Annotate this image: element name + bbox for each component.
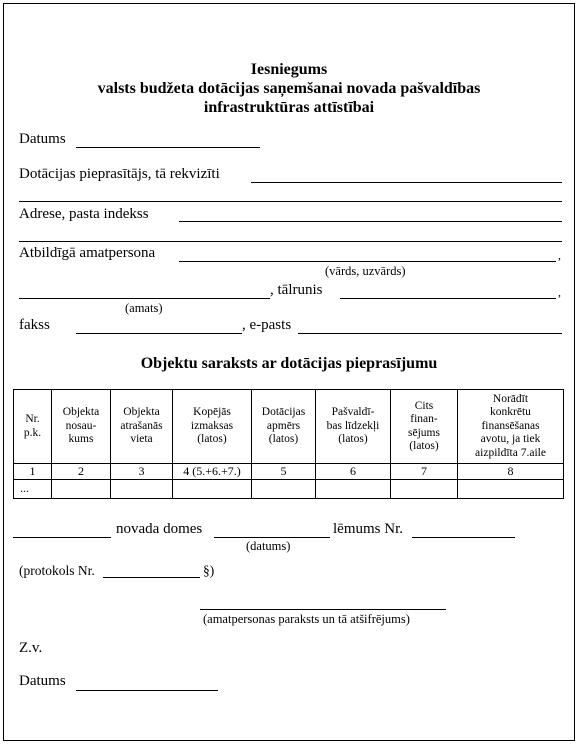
header-total-costs: Kopējās izmaksas (latos) <box>173 390 252 464</box>
signature-caption: (amatpersonas paraksts un tā atšifrējums) <box>203 612 410 626</box>
header-funding-source: Norādīt konkrētu finansēšanas avotu, ja tiek aizpildīta 7.aile <box>458 390 564 464</box>
header-grant-amount: Dotācijas apmērs (latos) <box>252 390 316 464</box>
decision-date-field[interactable] <box>214 537 330 538</box>
table-cell[interactable] <box>391 480 458 499</box>
decision-number-field[interactable] <box>412 537 515 538</box>
official-comma: , <box>558 248 561 262</box>
final-date-label: Datums <box>19 673 66 689</box>
column-number: 5 <box>252 464 316 480</box>
document-title-line1: Iesniegums <box>250 61 328 78</box>
stamp-label: Z.v. <box>19 640 43 656</box>
protocol-suffix: §) <box>203 563 215 578</box>
table-cell[interactable] <box>316 480 391 499</box>
applicant-label: Dotācijas pieprasītājs, tā rekvizīti <box>19 166 220 182</box>
applicant-field-line2[interactable] <box>19 201 562 202</box>
municipality-field[interactable] <box>13 537 111 538</box>
decision-number-label: lēmums Nr. <box>333 521 403 537</box>
document-title-line2: valsts budžeta dotācijas saņemšanai novada pašvaldības <box>97 80 481 97</box>
protocol-prefix: (protokols Nr. <box>19 563 95 578</box>
table-header-row <box>14 390 564 464</box>
table-title: Objektu saraksts ar dotācijas pieprasījumu <box>140 355 438 372</box>
table-cell[interactable] <box>458 480 564 499</box>
protocol-number-field[interactable] <box>103 577 200 578</box>
phone-comma: , <box>558 285 561 299</box>
address-field-line2[interactable] <box>19 241 562 242</box>
header-nr: Nr. p.k. <box>14 390 52 464</box>
phone-label: , tālrunis <box>270 282 323 298</box>
table-column-numbers-row <box>14 464 564 480</box>
table-cell-continuation[interactable]: ... <box>14 480 52 499</box>
signature-field[interactable] <box>200 609 446 610</box>
document-title-line3: infrastruktūras attīstībai <box>203 99 375 116</box>
date-caption: (datums) <box>246 539 291 553</box>
email-label: , e-pasts <box>242 317 292 333</box>
column-number: 8 <box>458 464 564 480</box>
column-number: 7 <box>391 464 458 480</box>
address-field[interactable] <box>179 221 562 222</box>
column-number: 4 (5.+6.+7.) <box>173 464 252 480</box>
position-field[interactable] <box>19 298 270 299</box>
column-number: 6 <box>316 464 391 480</box>
date-field[interactable] <box>76 147 260 148</box>
applicant-field[interactable] <box>251 182 562 183</box>
name-caption: (vārds, uzvārds) <box>325 264 406 278</box>
email-field[interactable] <box>298 333 562 334</box>
column-number: 1 <box>14 464 52 480</box>
table-cell[interactable] <box>52 480 111 499</box>
fax-field[interactable] <box>76 333 242 334</box>
header-object-location: Objekta atrašanās vieta <box>111 390 173 464</box>
council-text: novada domes <box>116 521 203 537</box>
header-municipal-funds: Pašvaldī- bas līdzekļi (latos) <box>316 390 391 464</box>
date-label: Datums <box>19 131 66 147</box>
phone-field[interactable] <box>340 298 556 299</box>
header-object-name: Objekta nosau- kums <box>52 390 111 464</box>
table-row <box>14 480 564 499</box>
table-cell[interactable] <box>111 480 173 499</box>
column-number: 2 <box>52 464 111 480</box>
objects-table <box>13 389 564 499</box>
table-cell[interactable] <box>173 480 252 499</box>
position-caption: (amats) <box>125 301 163 315</box>
address-label: Adrese, pasta indekss <box>19 206 149 222</box>
column-number: 3 <box>111 464 173 480</box>
final-date-field[interactable] <box>76 690 218 691</box>
official-name-field[interactable] <box>179 261 556 262</box>
table-cell[interactable] <box>252 480 316 499</box>
official-label: Atbildīgā amatpersona <box>19 245 156 261</box>
header-other-funding: Cits finan- sējums (latos) <box>391 390 458 464</box>
fax-label: fakss <box>19 317 50 333</box>
